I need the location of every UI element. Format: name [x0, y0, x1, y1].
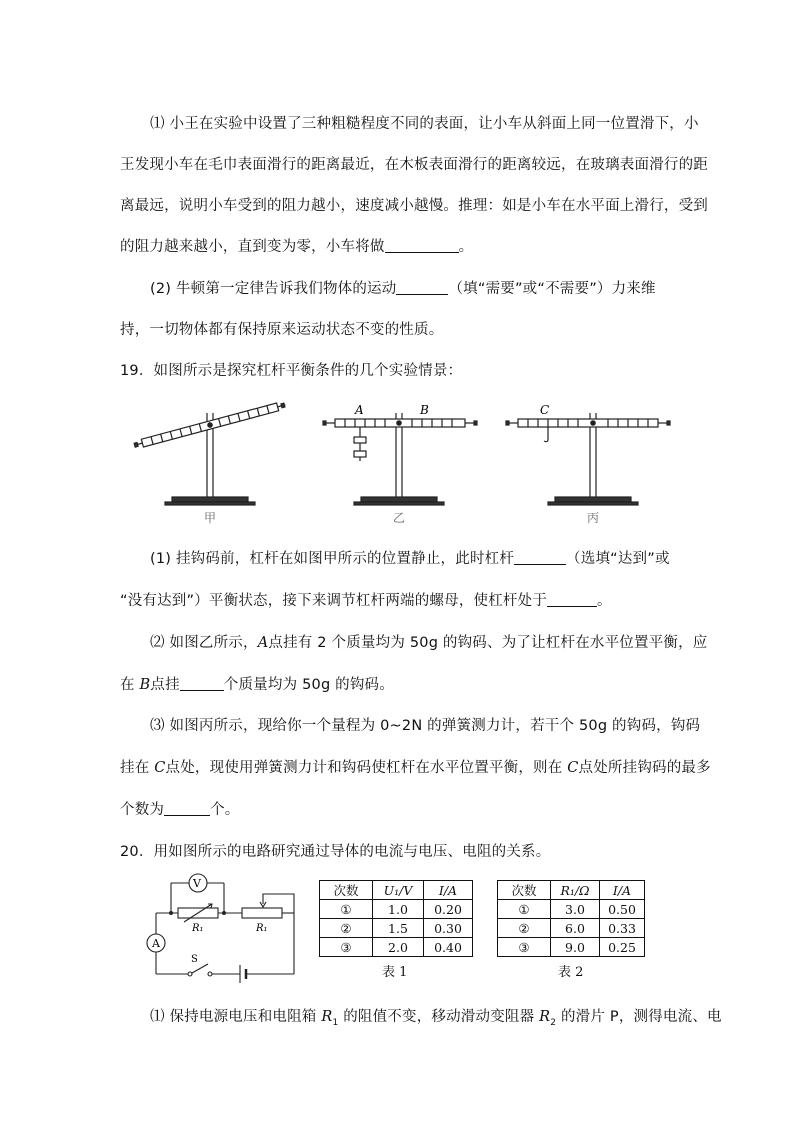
label-point-c: C [540, 403, 550, 417]
table-header-cell: I/A [600, 881, 645, 900]
q20-text: 的阻值不变，移动滑动变阻器 [338, 1009, 540, 1025]
rheostat-label: R₁ [256, 923, 268, 934]
table-2-caption: 表 2 [558, 965, 584, 980]
table-header-cell: 次数 [498, 881, 551, 900]
table-cell: ② [498, 919, 551, 938]
table-cell: 9.0 [551, 938, 600, 957]
q19-text: 个。 [210, 802, 240, 818]
q19-text: ⑵ 如图乙所示， [150, 635, 258, 651]
q19-text: 在 [120, 677, 140, 693]
caption-jia: 甲 [204, 511, 217, 525]
q18-text: （填“需要”或“不需要”）力来维 [448, 281, 656, 297]
var-r1: R [321, 1009, 333, 1025]
var-r2-subscript: 2 [550, 1017, 557, 1028]
table-cell: 1.5 [373, 919, 424, 938]
answer-blank[interactable] [396, 280, 448, 296]
lever-bing [506, 413, 670, 505]
lever-yi [323, 413, 477, 505]
table-cell: ③ [320, 938, 373, 957]
table-cell: 3.0 [551, 900, 600, 919]
q18-part2-line1 [150, 277, 656, 298]
table-cell: 0.20 [424, 900, 473, 919]
q19-sub3-line1: ⑶ 如图丙所示，现给你一个量程为 0~2N 的弹簧测力计，若干个 50g 的钩码，钩码 [150, 718, 701, 734]
table-cell: 1.0 [373, 900, 424, 919]
lever-jia [134, 401, 287, 505]
q19-text: (1) 挂钩码前，杠杆在如图甲所示的位置静止，此时杠杆 [150, 551, 515, 567]
table-row [320, 900, 473, 919]
table-cell: 2.0 [373, 938, 424, 957]
q18-part1-line2: 王发现小车在毛巾表面滑行的距离最近，在木板表面滑行的距离较远，在玻璃表面滑行的距 [120, 157, 708, 173]
q18-part1-line1: ⑴ 小王在实验中设置了三种粗糙程度不同的表面，让小车从斜面上同一位置滑下，小 [150, 116, 699, 132]
table-cell: 6.0 [551, 919, 600, 938]
table-row [320, 919, 473, 938]
q19-text: 。 [597, 593, 612, 609]
q19-text: 点处所挂钩码的最多 [578, 760, 711, 776]
table-header-row [498, 881, 645, 900]
voltmeter-label: V [193, 877, 201, 890]
table-row [320, 938, 473, 957]
table-cell: 0.50 [600, 900, 645, 919]
label-point-b: B [420, 403, 429, 417]
data-table-1 [319, 880, 473, 957]
var-b: B [139, 677, 151, 693]
table-cell: ① [498, 900, 551, 919]
table-header-row [320, 881, 473, 900]
table-header-cell: R₁/Ω [551, 881, 600, 900]
table-1-caption: 表 1 [382, 965, 408, 980]
table-header-cell: U₁/V [373, 881, 424, 900]
table-cell: ③ [498, 938, 551, 957]
q20-text: 的滑片 P，测得电流、电 [556, 1009, 722, 1025]
q18-part1-line3: 离最远，说明小车受到的阻力越小，速度减小越慢。推理：如是小车在水平面上滑行，受到 [120, 198, 708, 214]
table-cell: 0.25 [600, 938, 645, 957]
resistor-r1-label: R₁ [192, 923, 204, 934]
circuit-diagram [136, 870, 306, 985]
q19-text: 个数为 [120, 802, 165, 818]
answer-blank[interactable] [385, 238, 459, 254]
q19-text: （选填“达到”或 [566, 551, 670, 567]
table-header-cell: 次数 [320, 881, 373, 900]
q18-text: 的阻力越来越小，直到变为零，小车将做 [120, 239, 385, 255]
label-point-a: A [355, 403, 364, 417]
q19-sub1-line1 [150, 547, 670, 568]
q19-text: “没有达到”）平衡状态，接下来调节杠杆两端的螺母，使杠杆处于 [120, 593, 548, 609]
var-r2: R [539, 1009, 551, 1025]
q20-text: ⑴ 保持电源电压和电阻箱 [150, 1009, 322, 1025]
table-header-cell: I/A [424, 881, 473, 900]
table-row [498, 938, 645, 957]
q19-title: 19．如图所示是探究杠杆平衡条件的几个实验情景： [120, 363, 463, 379]
var-r1-subscript: 1 [332, 1017, 339, 1028]
q19-text: 个质量均为 50g 的钩码。 [223, 677, 394, 693]
answer-blank[interactable] [180, 676, 224, 692]
q19-sub3-line2 [120, 756, 711, 777]
q19-sub2-line2 [120, 673, 394, 694]
table-row [498, 919, 645, 938]
table-cell: ② [320, 919, 373, 938]
table-row [498, 900, 645, 919]
q19-text: 点挂有 2 个质量均为 50g 的钩码、为了让杠杆在水平位置平衡，应 [268, 635, 708, 651]
q18-part1-line4 [120, 235, 473, 256]
q19-text: 点处，现使用弹簧测力计和钩码使杠杆在水平位置平衡，则在 [165, 760, 568, 776]
ammeter-label: A [152, 937, 160, 950]
switch-label: S [191, 954, 198, 965]
q18-text: (2) 牛顿第一定律告诉我们物体的运动 [150, 281, 397, 297]
table-cell: 0.33 [600, 919, 645, 938]
lever-figure [130, 395, 690, 530]
answer-blank[interactable] [164, 801, 210, 817]
var-c: C [567, 760, 579, 776]
q20-title: 20．用如图所示的电路研究通过导体的电流与电压、电阻的关系。 [120, 844, 551, 860]
table-cell: 0.40 [424, 938, 473, 957]
q19-sub2-line1 [150, 631, 708, 652]
table-cell: 0.30 [424, 919, 473, 938]
var-a: A [257, 635, 269, 651]
table-cell: ① [320, 900, 373, 919]
caption-bing: 丙 [587, 511, 600, 525]
q19-sub1-line2 [120, 589, 612, 610]
var-c: C [154, 760, 166, 776]
q19-sub3-line3 [120, 798, 240, 819]
q19-text: 点挂 [150, 677, 180, 693]
q18-part2-line2: 持，一切物体都有保持原来运动状态不变的性质。 [120, 322, 444, 338]
answer-blank[interactable] [514, 550, 566, 566]
q19-text: 挂在 [120, 760, 155, 776]
caption-yi: 乙 [393, 511, 406, 525]
answer-blank[interactable] [547, 592, 597, 608]
q20-sub1-line1 [150, 1005, 722, 1028]
q18-text: 。 [458, 239, 474, 255]
data-table-2 [497, 880, 645, 957]
